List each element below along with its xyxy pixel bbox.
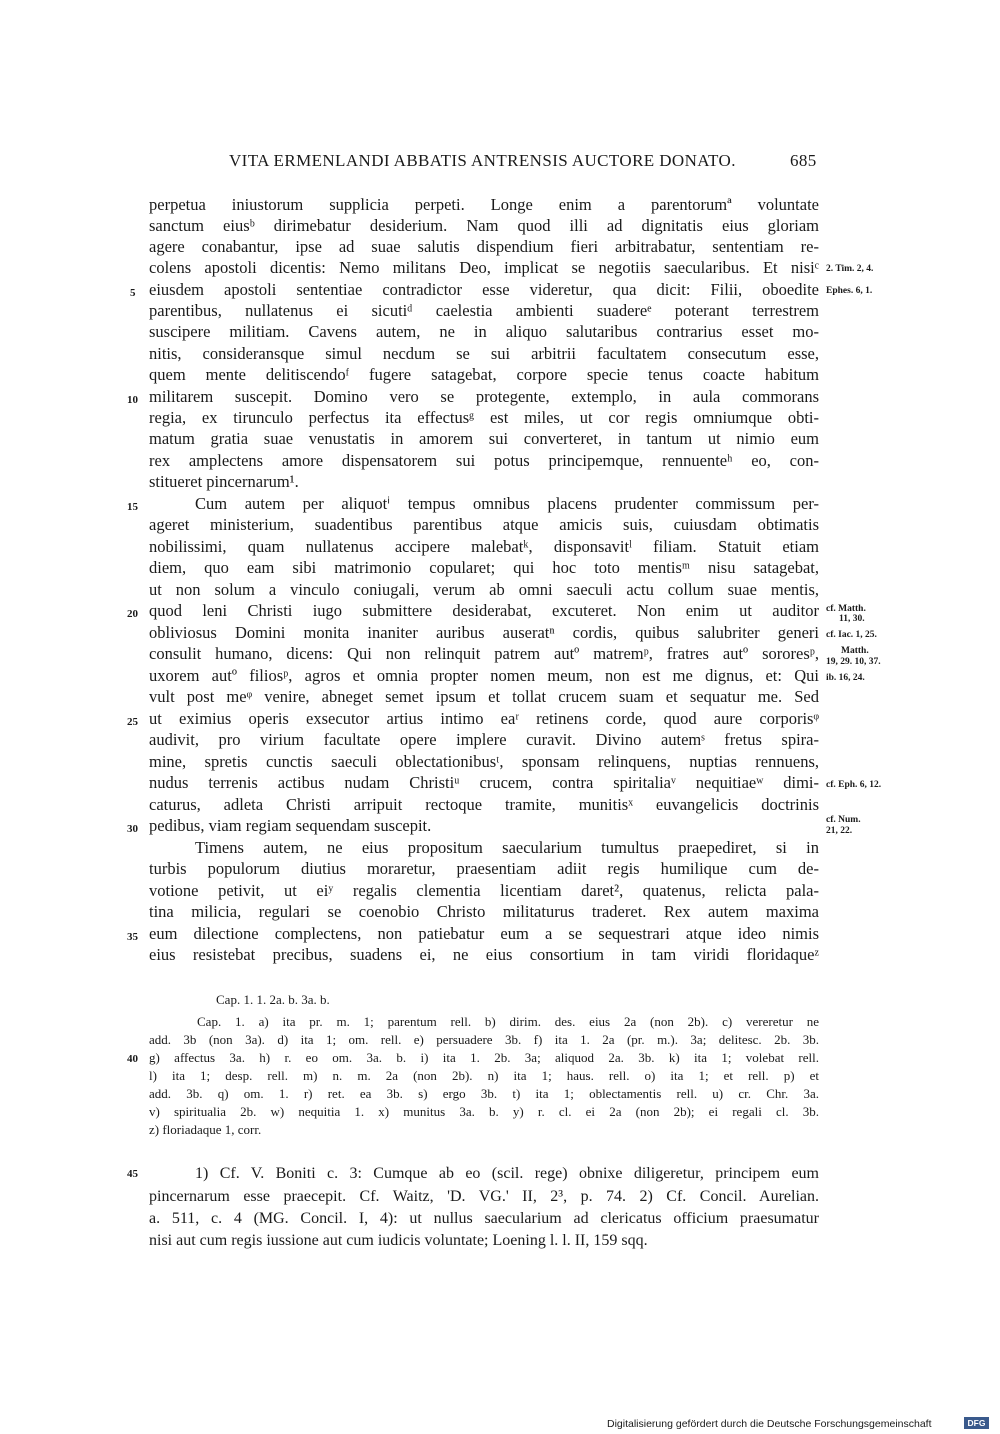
text-line: diem, quo eam sibi matrimonio copularet; qui hoc toto mentisᵐ nisu satagebat, — [149, 558, 819, 577]
text-line: uxorem autº filiosᵖ, agros et omnia propter nomen meum, non est me dignus, et: Qui — [149, 666, 819, 685]
margin-note: Ephes. 6, 1. — [826, 286, 873, 296]
margin-note: ib. 16, 24. — [826, 673, 865, 683]
text-line: eiusdem apostoli sententiae contradictor esse videretur, qua dicit: Filii, oboedite — [149, 280, 819, 299]
apparatus-line: add. 3b. q) om. 1. r) ret. ea 3b. s) ergo 3b. t) ita 1; oblectamentis rell. u) cr. Chr. 3a. — [149, 1086, 819, 1101]
text-line: vult post meᵠ venire, abneget semet ipsum et tollat crucem suam et sequatur me. Sed — [149, 687, 819, 706]
margin-note: Matth. — [841, 646, 869, 656]
line-number: 20 — [127, 608, 138, 620]
margin-note: 21, 22. — [826, 826, 853, 836]
margin-note: 2. Tim. 2, 4. — [826, 264, 874, 274]
margin-note: cf. Eph. 6, 12. — [826, 780, 882, 790]
text-line: obliviosus Domini monita inaniter auribus auseratⁿ cordis, quibus salubriter generi — [149, 623, 819, 642]
apparatus-line: add. 3b (non 3a). d) ita 1; om. rell. e) persuadere 3b. f) ita 1. 2a (pr. m.). 3a; delitesc. 2b. 3b. — [149, 1032, 819, 1047]
running-header-title: VITA ERMENLANDI ABBATIS ANTRENSIS AUCTORE DONATO. — [229, 151, 736, 170]
text-line: suscipere militiam. Cavens autem, ne in aliquo salutaribus contrarius esset mo- — [149, 322, 819, 341]
line-number: 40 — [127, 1053, 138, 1065]
dfg-logo: DFG — [964, 1417, 989, 1429]
text-line: turbis populorum diutius moraretur, praesentiam adiit regis humilique cum de- — [149, 859, 819, 878]
margin-note: 19, 29. 10, 37. — [826, 657, 881, 667]
text-line: quod leni Christi iugo submittere desiderabat, excuteret. Non enim ut auditor — [149, 601, 819, 620]
text-line: perpetua iniustorum supplicia perpeti. Longe enim a parentorumª voluntate — [149, 195, 819, 214]
text-line: eius resistebat precibus, suadens ei, ne eius consortium in tam viridi floridaqueᶻ — [149, 945, 819, 964]
text-line: stitueret pincernarum¹. — [149, 472, 299, 491]
apparatus-line: l) ita 1; desp. rell. m) n. m. 2a (non 2b). n) ita 1; haus. rell. o) ita 1; et rell. p) et — [149, 1068, 819, 1083]
line-number: 35 — [127, 931, 138, 943]
text-line: matum gratia suae venustatis in amorem sui converteret, in tantum ut nimio eum — [149, 429, 819, 448]
text-line: ut eximius operis exsecutor artius intimo eaʳ retinens corde, quod aure corporisᵠ — [149, 709, 819, 728]
footnote-line: nisi aut cum regis iussione aut cum iudicis voluntate; Loening l. l. II, 159 sqq. — [149, 1232, 648, 1249]
apparatus-line: v) spiritualia 2b. w) nequitia 1. x) munitus 3a. b. y) r. cl. ei 2a (non 2b); ei regali cl. 3b. — [149, 1104, 819, 1119]
line-number: 45 — [127, 1168, 138, 1180]
text-line: eum dilectione complectens, non patiebatur eum a se sequestrari atque ideo nimis — [149, 924, 819, 943]
text-line: colens apostoli dicentis: Nemo militans Deo, implicat se negotiis saecularibus. Et nisiᶜ — [149, 258, 819, 277]
line-number: 25 — [127, 716, 138, 728]
margin-note: cf. Iac. 1, 25. — [826, 630, 877, 640]
text-line: votione petivit, ut eiʸ regalis clementia licentiam daret², quatenus, relicta pala- — [149, 881, 819, 900]
text-line: parentibus, nullatenus ei sicutiᵈ caelestia ambienti suadereᵉ poterant terrestrem — [149, 301, 819, 320]
text-line: mine, spretis cunctis saeculi oblectationibusᵗ, sponsam relinquens, nuptias rennuens, — [149, 752, 819, 771]
text-line: regia, ex tirunculo perfectus ita effectusᵍ est miles, ut cor regis omniumque obti- — [149, 408, 819, 427]
text-line: rex amplectens amore dispensatorem sui potus principemque, rennuenteʰ eo, con- — [149, 451, 819, 470]
apparatus-siglum-line: Cap. 1. 1. 2a. b. 3a. b. — [216, 992, 330, 1007]
text-line: militarem suscepit. Domino vero se protegente, extemplo, in aula commorans — [149, 387, 819, 406]
apparatus-line: g) affectus 3a. h) r. eo om. 3a. b. i) ita 1. 2b. 3a; aliquod 2a. 3b. k) ita 1; volebat rell. — [149, 1050, 819, 1065]
text-line: tina milicia, regulari se coenobio Christo militaturus traderet. Rex autem maxima — [149, 902, 819, 921]
line-number: 10 — [127, 394, 138, 406]
text-line: consulit humano, dicens: Qui non relinquit patrem autº matremᵖ, fratres autº sororesᵖ, — [149, 644, 819, 663]
margin-note: cf. Matth. — [826, 604, 866, 614]
apparatus-line: Cap. 1. a) ita pr. m. 1; parentum rell. b) dirim. des. eius 2a (non 2b). c) vereretur ne — [197, 1014, 819, 1029]
footnote-line: 1) Cf. V. Boniti c. 3: Cumque ab eo (scil. rege) obnixe diligeretur, principem eum — [195, 1165, 819, 1182]
text-line: Timens autem, ne eius propositum saecularium tumultus praepediret, si in — [195, 838, 819, 857]
text-line: pedibus, viam regiam sequendam suscepit. — [149, 816, 432, 835]
text-line: ut non solum a vinculo coniugali, verum ab omni saeculi actu collum suae mentis, — [149, 580, 819, 599]
margin-note: 11, 30. — [839, 614, 865, 624]
digitization-credit: Digitalisierung gefördert durch die Deutsche Forschungsgemeinschaft — [607, 1418, 932, 1430]
text-line: nitis, consideransque simul necdum se sui arbitrii facultatem consecutum esse, — [149, 344, 819, 363]
margin-note: cf. Num. — [826, 815, 861, 825]
footnote-line: pincernarum esse praecepit. Cf. Waitz, 'D. VG.' II, 2³, p. 74. 2) Cf. Concil. Aurelian. — [149, 1188, 819, 1205]
text-line: ageret ministerium, suadentibus parentibus atque amicis suis, cuiusdam obtimatis — [149, 515, 819, 534]
footnote-line: a. 511, c. 4 (MG. Concil. I, 4): ut nullus saecularium ad clericatus officium praesumatur — [149, 1210, 819, 1227]
text-line: audivit, pro virium facultate opere implere curavit. Divino autemˢ fretus spira- — [149, 730, 819, 749]
text-line: quem mente delitiscendoᶠ fugere satagebat, corpore specie tenus coacte habitum — [149, 365, 819, 384]
text-line: sanctum eiusᵇ dirimebatur desiderium. Nam quod illi ad dignitatis eius gloriam — [149, 216, 819, 235]
line-number: 5 — [130, 287, 136, 299]
page-number: 685 — [790, 151, 817, 170]
text-line: agere conabantur, ipse ad suae salutis dispendium fieri arbitrabatur, sententiam re- — [149, 237, 819, 256]
text-line: nudus terrenis actibus nudam Christiᵘ crucem, contra spiritaliaᵛ nequitiaeʷ dimi- — [149, 773, 819, 792]
line-number: 15 — [127, 501, 138, 513]
text-line: nobilissimi, quam nullatenus accipere malebatᵏ, disponsavitˡ filiam. Statuit etiam — [149, 537, 819, 556]
text-line: Cum autem per aliquotⁱ tempus omnibus placens prudenter commissum per- — [195, 494, 819, 513]
text-line: caturus, adleta Christi arripuit rectoque tramite, munitisˣ euvangelicis doctrinis — [149, 795, 819, 814]
apparatus-line: z) floriadaque 1, corr. — [149, 1122, 262, 1137]
line-number: 30 — [127, 823, 138, 835]
